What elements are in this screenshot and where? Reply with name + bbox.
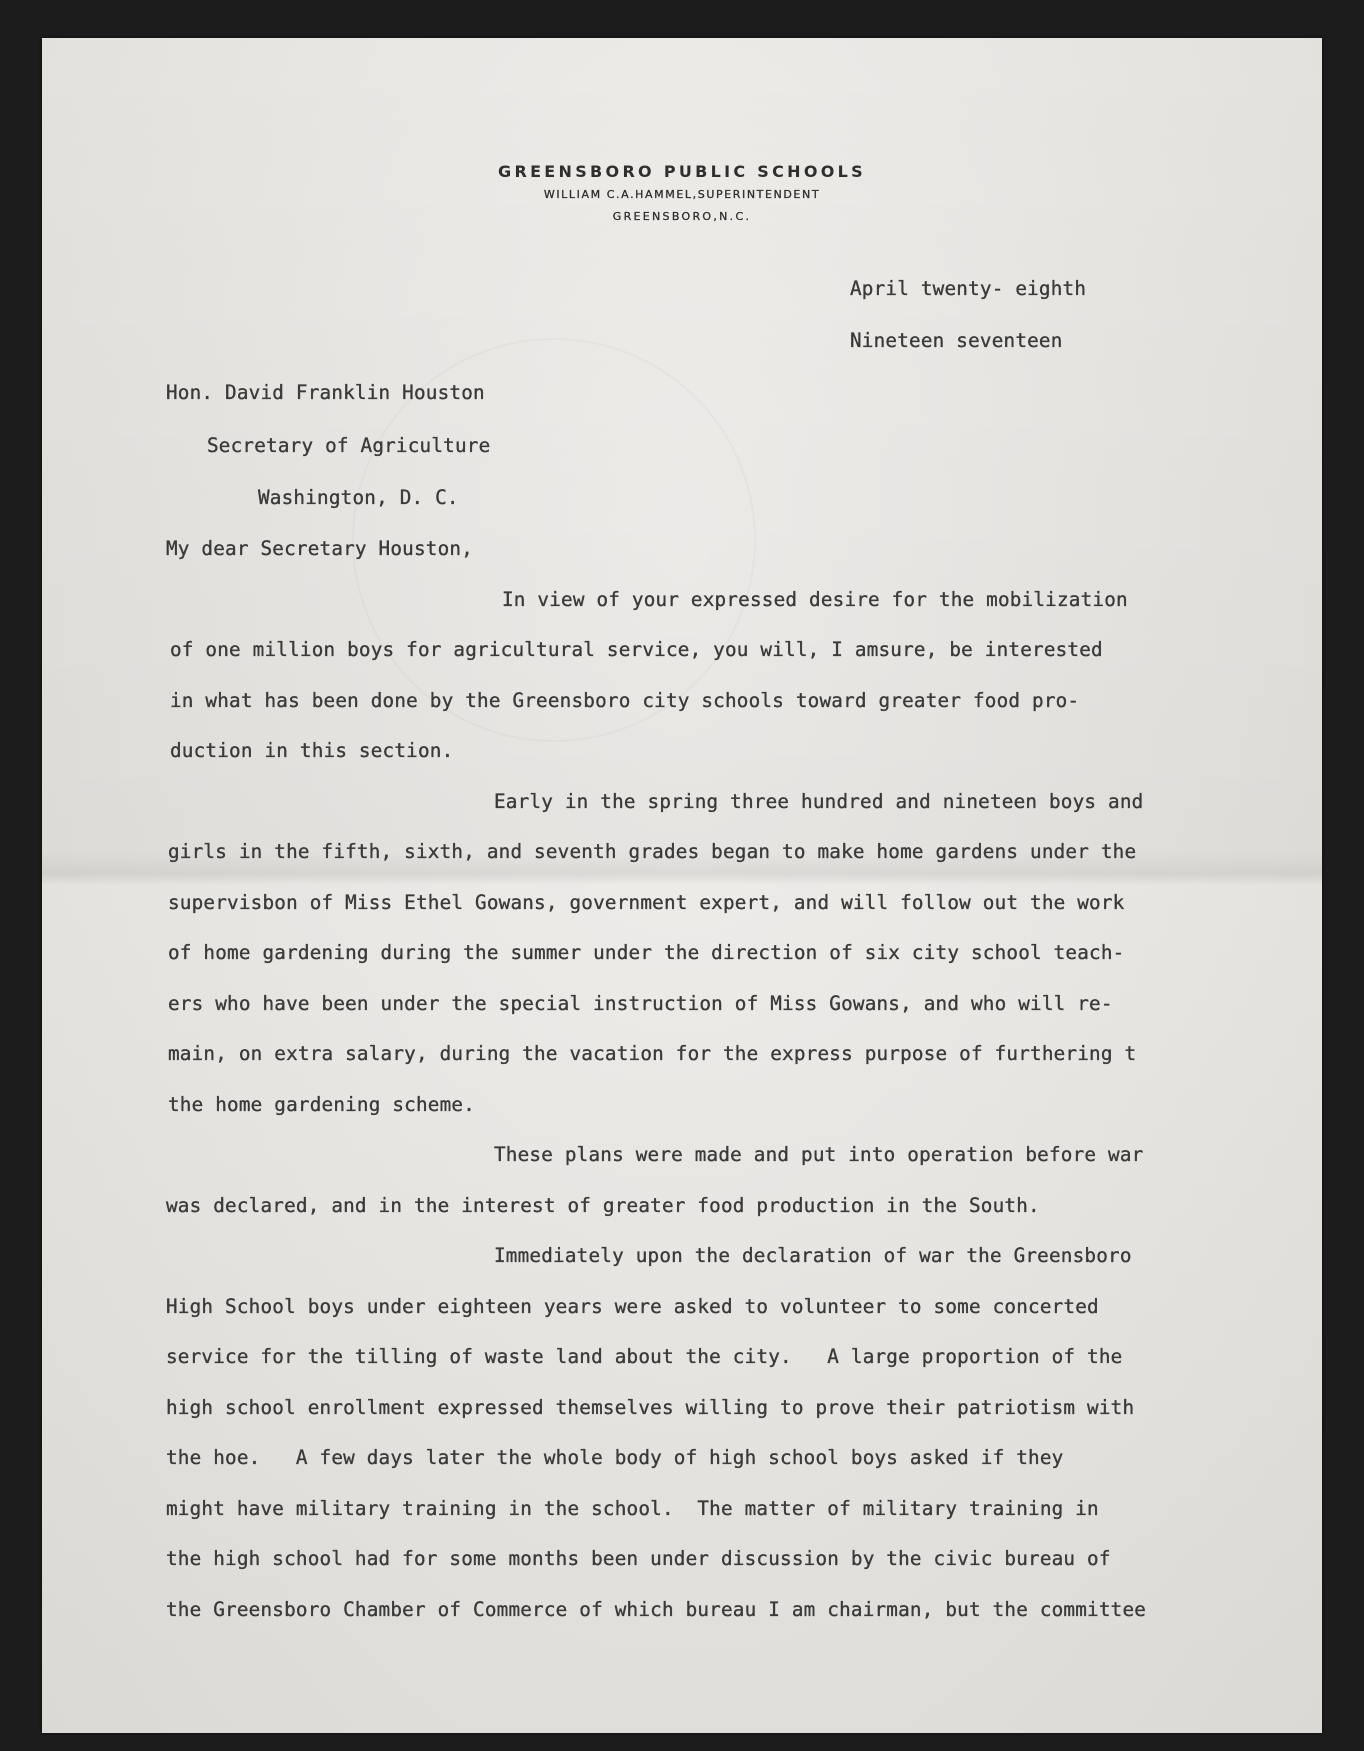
body-line: of home gardening during the summer under the direction of six city school teach- [168,941,1125,964]
body-line: of one million boys for agricultural service, you will, I amsure, be interested [170,638,1103,661]
letter-page [42,38,1322,1733]
body-line: Immediately upon the declaration of war the Greensboro [494,1244,1132,1267]
body-line: the high school had for some months been under discussion by the civic bureau of [166,1547,1111,1570]
body-line: the home gardening scheme. [168,1093,476,1116]
body-line: was declared, and in the interest of greater food production in the South. [166,1194,1040,1217]
body-line: In view of your expressed desire for the mobilization [502,588,1128,611]
body-line: girls in the fifth, sixth, and seventh grades began to make home gardens under the [168,840,1137,863]
body-line: ers who have been under the special instruction of Miss Gowans, and who will re- [168,992,1113,1015]
recipient-city: Washington, D. C. [258,486,459,509]
salutation: My dear Secretary Houston, [166,537,474,560]
body-line: might have military training in the school. The matter of military training in [166,1497,1099,1520]
date-line-1: April twenty- eighth [850,277,1087,300]
letterhead-superintendent: WILLIAM C.A.HAMMEL,SUPERINTENDENT [543,188,821,201]
body-line: High School boys under eighteen years were asked to volunteer to some concerted [166,1295,1099,1318]
body-line: high school enrollment expressed themselves willing to prove their patriotism with [166,1396,1135,1419]
recipient-title: Secretary of Agriculture [207,434,491,457]
body-line: the hoe. A few days later the whole body of high school boys asked if they [166,1446,1064,1469]
body-line: supervisbon of Miss Ethel Gowans, government expert, and will follow out the work [168,891,1125,914]
body-line: duction in this section. [170,739,454,762]
recipient-name: Hon. David Franklin Houston [166,381,485,404]
body-line: These plans were made and put into operation before war [494,1143,1144,1166]
letterhead-organization: GREENSBORO PUBLIC SCHOOLS [498,162,866,181]
letterhead-city: GREENSBORO,N.C. [612,210,752,223]
body-line: main, on extra salary, during the vacation for the express purpose of furthering t [168,1042,1137,1065]
body-line: in what has been done by the Greensboro city schools toward greater food pro- [170,689,1080,712]
body-line: service for the tilling of waste land about the city. A large proportion of the [166,1345,1123,1368]
date-line-2: Nineteen seventeen [850,329,1063,352]
body-line: Early in the spring three hundred and nineteen boys and [494,790,1144,813]
body-line: the Greensboro Chamber of Commerce of which bureau I am chairman, but the committee [166,1598,1147,1621]
